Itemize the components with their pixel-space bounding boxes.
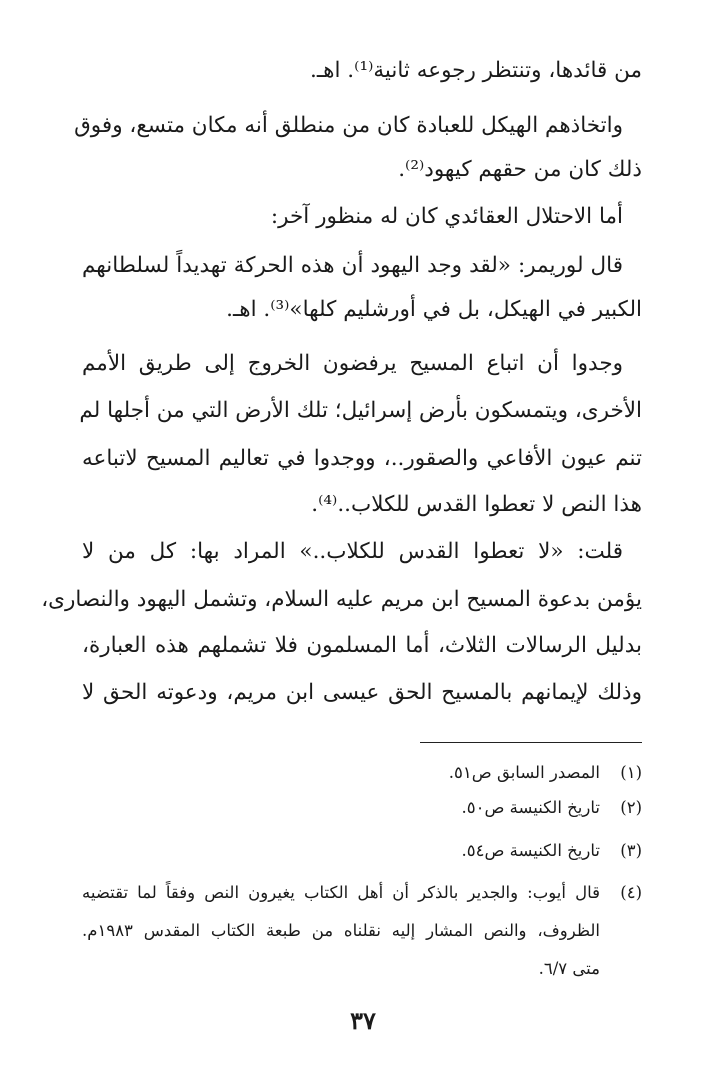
paragraph-line: وجدوا أن اتباع المسيح يرفضون الخروج إلى طريق الأمم [82, 351, 623, 376]
paragraph-line: بدليل الرسالات الثلاث، أما المسلمون فلا تشملهم هذه العبارة، [82, 633, 642, 658]
paragraph-line: وذلك لإيمانهم بالمسيح الحق عيسى ابن مريم، ودعوته الحق لا [82, 680, 642, 705]
page-number: ٣٧ [350, 1006, 376, 1035]
paragraph-line: أما الاحتلال العقائدي كان له منظور آخر: [270, 204, 623, 229]
footnote-number: (٣) [620, 841, 642, 860]
paragraph-line: قلت: «لا تعطوا القدس للكلاب..» المراد بها: كل من لا [82, 539, 623, 564]
paragraph-line: تنم عيون الأفاعي والصقور..، ووجدوا في تعاليم المسيح لاتباعه [82, 446, 642, 471]
footnote-text: تاريخ الكنيسة ص٥٤. [461, 841, 600, 860]
quote-line: الكبير في الهيكل، بل في أورشليم كلها»⁽³⁾. اهـ. [226, 297, 642, 322]
footnote-number: (١) [620, 763, 642, 782]
quote-line: قال لوريمر: «لقد وجد اليهود أن هذه الحركة تهديداً لسلطانهم [82, 253, 623, 278]
footnote-text: تاريخ الكنيسة ص٥٠. [461, 798, 600, 817]
paragraph-line: يؤمن بدعوة المسيح ابن مريم عليه السلام، وتشمل اليهود والنصارى، [41, 587, 642, 612]
footnote-number: (٤) [620, 883, 642, 902]
paragraph-line: واتخاذهم الهيكل للعبادة كان من منطلق أنه مكان متسع، وفوق [74, 113, 623, 138]
paragraph-line: ذلك كان من حقهم كيهود⁽²⁾. [398, 157, 642, 182]
footnote-text: قال أيوب: والجدير بالذكر أن أهل الكتاب يغيرون النص وفقاً لما تقتضيه [82, 883, 600, 902]
footnote-number: (٢) [620, 798, 642, 817]
paragraph-line: هذا النص لا تعطوا القدس للكلاب..⁽⁴⁾. [311, 492, 642, 517]
footnote-text: الظروف، والنص المشار إليه نقلناه من طبعة الكتاب المقدس ١٩٨٣م. [82, 921, 600, 940]
footnote-text: متى ٦/٧. [538, 959, 600, 978]
paragraph-line: من قائدها، وتنتظر رجوعه ثانية⁽¹⁾. اهـ. [310, 58, 642, 83]
footnote-text: المصدر السابق ص٥١. [448, 763, 600, 782]
footnote-separator [420, 742, 642, 743]
paragraph-line: الأخرى، ويتمسكون بأرض إسرائيل؛ تلك الأرض التي من أجلها لم [79, 398, 642, 423]
